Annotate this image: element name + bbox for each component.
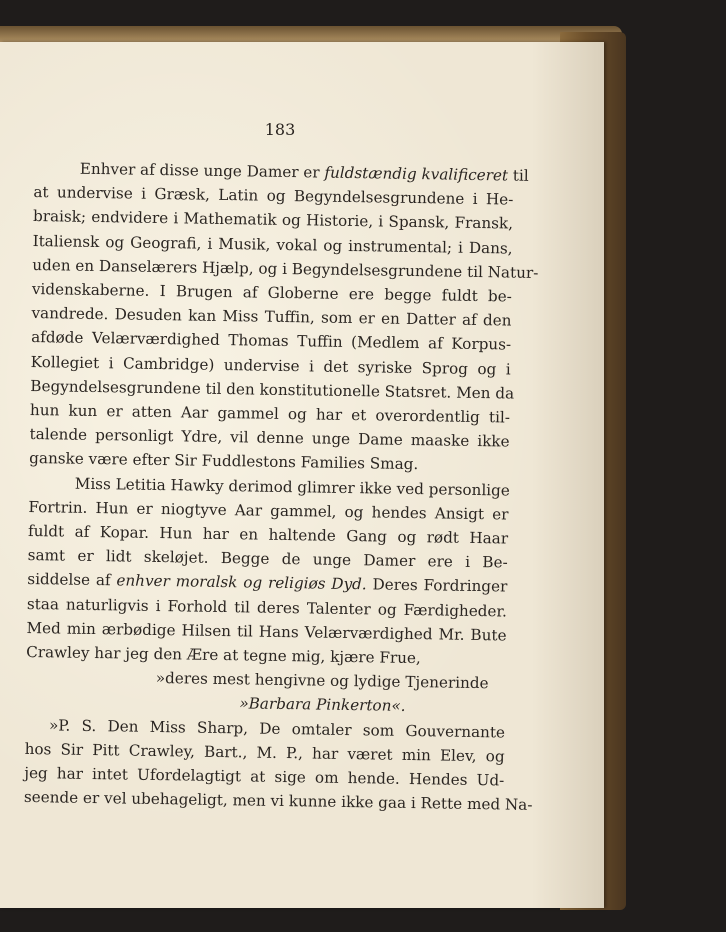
- closing-line: »deres mest hengivne og lydige Tjenerinde: [155, 669, 489, 693]
- text-run: Deres Fordringer: [366, 575, 508, 596]
- text-run: afdøde Velærværdighed Thomas Tuffin (Medlem af Korpus-: [31, 328, 512, 354]
- page-text: [23, 156, 539, 817]
- text-run: jeg har intet Ufordelagtigt at sige om hende. Hendes Ud-: [24, 764, 505, 790]
- text-run: seende er vel ubehageligt, men vi kunne ikke gaa i Rette med Na-: [23, 788, 533, 815]
- book-page: [0, 42, 604, 908]
- text-run: at undervise i Græsk, Latin og Begyndelsesgrundene i He-: [33, 183, 514, 209]
- text-run: talende personligt Ydre, vil denne unge Dame maaske ikke: [29, 425, 510, 451]
- text-run: Fortrin. Hun er niogtyve Aar gammel, og hendes Ansigt er: [28, 497, 509, 524]
- paragraph-2: [26, 471, 509, 672]
- text-run: staa naturligvis i Forhold til deres Talenter og Færdigheder.: [26, 594, 508, 621]
- signature-name: »Barbara Pinkerton«.: [239, 694, 406, 716]
- italic-phrase: fuldstændig kvalificeret: [324, 163, 509, 185]
- paragraph-1: [29, 156, 539, 478]
- text-run: hos Sir Pitt Crawley, Bart., M. P., har været min Elev, og: [24, 739, 505, 766]
- text-run: til: [507, 166, 529, 185]
- postscript: [23, 713, 533, 817]
- text-run: vandrede. Desuden kan Miss Tuffin, som er en Datter af den: [31, 304, 512, 330]
- text-run: fuldt af Kopar. Hun har en haltende Gang og rødt Haar: [27, 522, 509, 548]
- text-run: braisk; endvidere i Mathematik og Historie, i Spansk, Fransk,: [32, 207, 514, 233]
- text-run: Italiensk og Geografi, i Musik, vokal og instrumental; i Dans,: [32, 231, 513, 258]
- text-run: uden en Danselærers Hjælp, og i Begyndelsesgrundene til Natur-: [32, 255, 539, 282]
- text-run: Enhver af disse unge Damer er: [79, 159, 325, 182]
- italic-phrase: enhver moralsk og religiøs Dyd.: [116, 571, 367, 594]
- text-run: Miss Letitia Hawky derimod glimrer ikke ved personlige: [74, 474, 510, 500]
- text-run: Begyndelsesgrundene til den konstitutionelle Statsret. Men da: [30, 376, 515, 403]
- text-run: hun kun er atten Aar gammel og har et overordentlig til-: [29, 401, 511, 427]
- text-run: Kollegiet i Cambridge) undervise i det syriske Sprog og i: [30, 352, 511, 379]
- text-run: ganske være efter Sir Fuddlestons Families Smag.: [29, 449, 419, 474]
- text-run: videnskaberne. I Brugen af Globerne ere begge fuldt be-: [31, 280, 512, 306]
- text-run: Med min ærbødige Hilsen til Hans Velærværdighed Mr. Bute: [26, 618, 507, 645]
- text-run: Crawley har jeg den Ære at tegne mig, kjære Frue,: [26, 643, 421, 668]
- text-run: siddelse af: [27, 570, 117, 590]
- text-run: »P. S. Den Miss Sharp, De omtaler som Gouvernante: [48, 715, 506, 742]
- page-number: 183: [264, 120, 296, 139]
- text-run: samt er lidt skeløjet. Begge de unge Damer ere i Be-: [27, 546, 508, 572]
